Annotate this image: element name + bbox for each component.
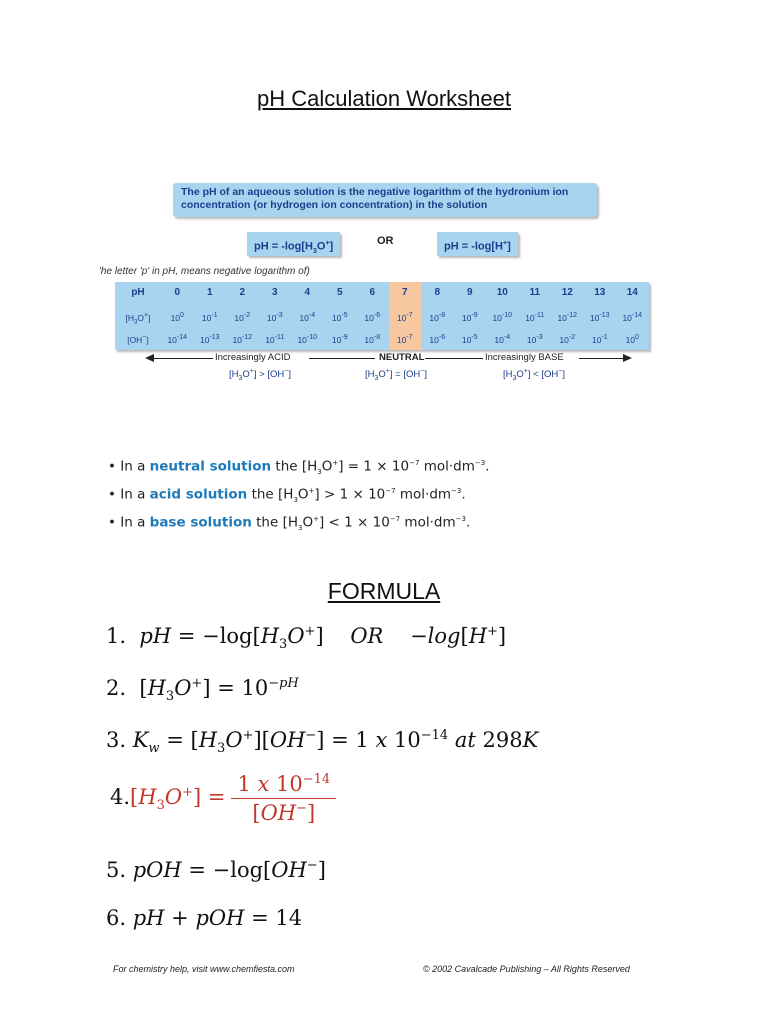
neutral-relation: $[H_3O^+] = [OH^-]$ xyxy=(365,368,427,383)
ph-value-cell: 6 xyxy=(369,287,376,298)
hydroxide-cell: $10^{-1}$ xyxy=(591,334,608,346)
ph-table xyxy=(115,282,649,350)
row-label-ph: pH xyxy=(131,287,145,298)
formula-5: 5. pOH = −log[OH−] xyxy=(106,858,326,882)
hydronium-cell: $10^0$ xyxy=(170,311,184,323)
hydroxide-cell: $10^{-2}$ xyxy=(559,334,576,346)
page-title: pH Calculation Worksheet xyxy=(257,86,511,111)
formula-2: 2. $[H_3O^+] = 10^{-pH}$ xyxy=(106,676,299,705)
acid-label: Increasingly ACID xyxy=(215,352,291,363)
ph-value-cell: 11 xyxy=(529,287,541,298)
ph-value-cell: 3 xyxy=(271,287,278,298)
ph-value-cell: 5 xyxy=(336,287,343,298)
hydroxide-cell: $10^{-14}$ xyxy=(167,334,188,346)
ph-value-cell: 13 xyxy=(594,287,606,298)
ph-scale-figure xyxy=(99,178,662,390)
formula-6: 6. pH + pOH = 14 xyxy=(106,906,303,930)
hydroxide-cell: $10^{-9}$ xyxy=(331,334,348,346)
base-relation: $[H_3O^+] < [OH^-]$ xyxy=(503,368,565,383)
hydronium-cell: $10^{-5}$ xyxy=(331,311,348,323)
ph-value-cell: 14 xyxy=(626,287,638,298)
hydroxide-cell: $10^{-4}$ xyxy=(494,334,511,346)
hydroxide-cell: $10^{-6}$ xyxy=(429,334,446,346)
acid-relation: $[H_3O^+] > [OH^-]$ xyxy=(229,368,291,383)
hydronium-cell: $10^{-8}$ xyxy=(429,311,446,323)
scale-line xyxy=(425,358,483,359)
hydroxide-cell: $10^{-3}$ xyxy=(526,334,543,346)
hydronium-cell: $10^{-10}$ xyxy=(492,311,513,323)
ph-value-cell: 0 xyxy=(174,287,181,298)
scale-line xyxy=(153,358,213,359)
hydroxide-cell: $10^0$ xyxy=(625,334,639,346)
ph-value-cell: 12 xyxy=(561,287,573,298)
hydroxide-cell: $10^{-12}$ xyxy=(232,334,253,346)
ph-equation-hydronium: pH = $-\log[H_3O^+]$ xyxy=(247,232,340,256)
formula-3: 3. $K_w = [H_3O^+][OH^-] = 1$ x $10^{-14}$ at 298K xyxy=(106,728,539,757)
hydroxide-cell: $10^{-8}$ xyxy=(364,334,381,346)
ph-value-cell: 9 xyxy=(466,287,473,298)
hydronium-cell: $10^{-2}$ xyxy=(234,311,251,323)
ph-value-cell: 8 xyxy=(434,287,441,298)
hydroxide-cell: $10^{-11}$ xyxy=(265,334,285,346)
scale-line xyxy=(579,358,623,359)
ph-equation-hydrogen: pH = -log[H+] xyxy=(437,232,518,256)
formula-1: 1. pH = $-\log[H_3O^+]$ OR −log[H+] xyxy=(106,624,507,653)
hydronium-cell: $10^{-13}$ xyxy=(589,311,610,323)
ph-value-cell: 7 xyxy=(389,282,422,305)
base-label: Increasingly BASE xyxy=(485,352,564,363)
footer-copyright: © 2002 Cavalcade Publishing – All Rights Reserved xyxy=(423,964,630,974)
hydronium-cell: $10^{-9}$ xyxy=(461,311,478,323)
ph-definition-box: The pH of an aqueous solution is the negative logarithm of the hydronium ion concentration (or hydrogen ion concentration) in the solution xyxy=(173,183,597,217)
hydroxide-cell: $10^{-13}$ xyxy=(199,334,220,346)
hydronium-cell: $10^{-3}$ xyxy=(266,311,283,323)
hydronium-cell: $10^{-12}$ xyxy=(557,311,578,323)
formula-heading: FORMULA xyxy=(327,578,441,604)
hydronium-cell: $10^{-14}$ xyxy=(622,311,643,323)
footer-help-text: For chemistry help, visit www.chemfiesta.com xyxy=(113,964,295,974)
hydronium-cell: $10^{-7}$ xyxy=(389,305,422,328)
hydronium-cell: $10^{-4}$ xyxy=(299,311,316,323)
bullet-acid: • In a acid solution the $[H_3O^+] > 1 \times 10^{-7}$ $mol\cdot dm^{-3}$. xyxy=(108,486,466,505)
hydroxide-cell: $10^{-5}$ xyxy=(461,334,478,346)
p-note: 'he letter 'p' in pH, means negative logarithm of) xyxy=(99,266,310,277)
or-label: OR xyxy=(377,235,394,247)
row-label-hydronium: $[H_3O^+]$ xyxy=(125,311,151,326)
bullet-base: • In a base solution the $[H_3O^+] < 1 \times 10^{-7}$ $mol\cdot dm^{-3}$. xyxy=(108,514,471,533)
hydroxide-cell: $10^{-7}$ xyxy=(389,327,422,350)
arrow-right-icon xyxy=(623,354,632,362)
ph-value-cell: 1 xyxy=(206,287,213,298)
row-label-hydroxide: [OH−] xyxy=(127,334,149,346)
scale-line xyxy=(309,358,375,359)
hydronium-cell: $10^{-11}$ xyxy=(525,311,545,323)
neutral-label: NEUTRAL xyxy=(379,352,425,363)
ph-value-cell: 4 xyxy=(304,287,311,298)
hydronium-cell: $10^{-1}$ xyxy=(201,311,218,323)
ph-value-cell: 2 xyxy=(239,287,246,298)
bullet-neutral: • In a neutral solution the $[H_3O^+] = 1 \times 10^{-7}$ $mol\cdot dm^{-3}$. xyxy=(108,458,490,477)
hydroxide-cell: $10^{-10}$ xyxy=(297,334,318,346)
formula-4: $4.[H_3O^+]$ = $\frac{1 x 10^{-14}}{[OH^-]}$ xyxy=(110,772,336,825)
ph-value-cell: 10 xyxy=(496,287,508,298)
solution-bullets xyxy=(108,454,490,539)
hydronium-cell: $10^{-6}$ xyxy=(364,311,381,323)
